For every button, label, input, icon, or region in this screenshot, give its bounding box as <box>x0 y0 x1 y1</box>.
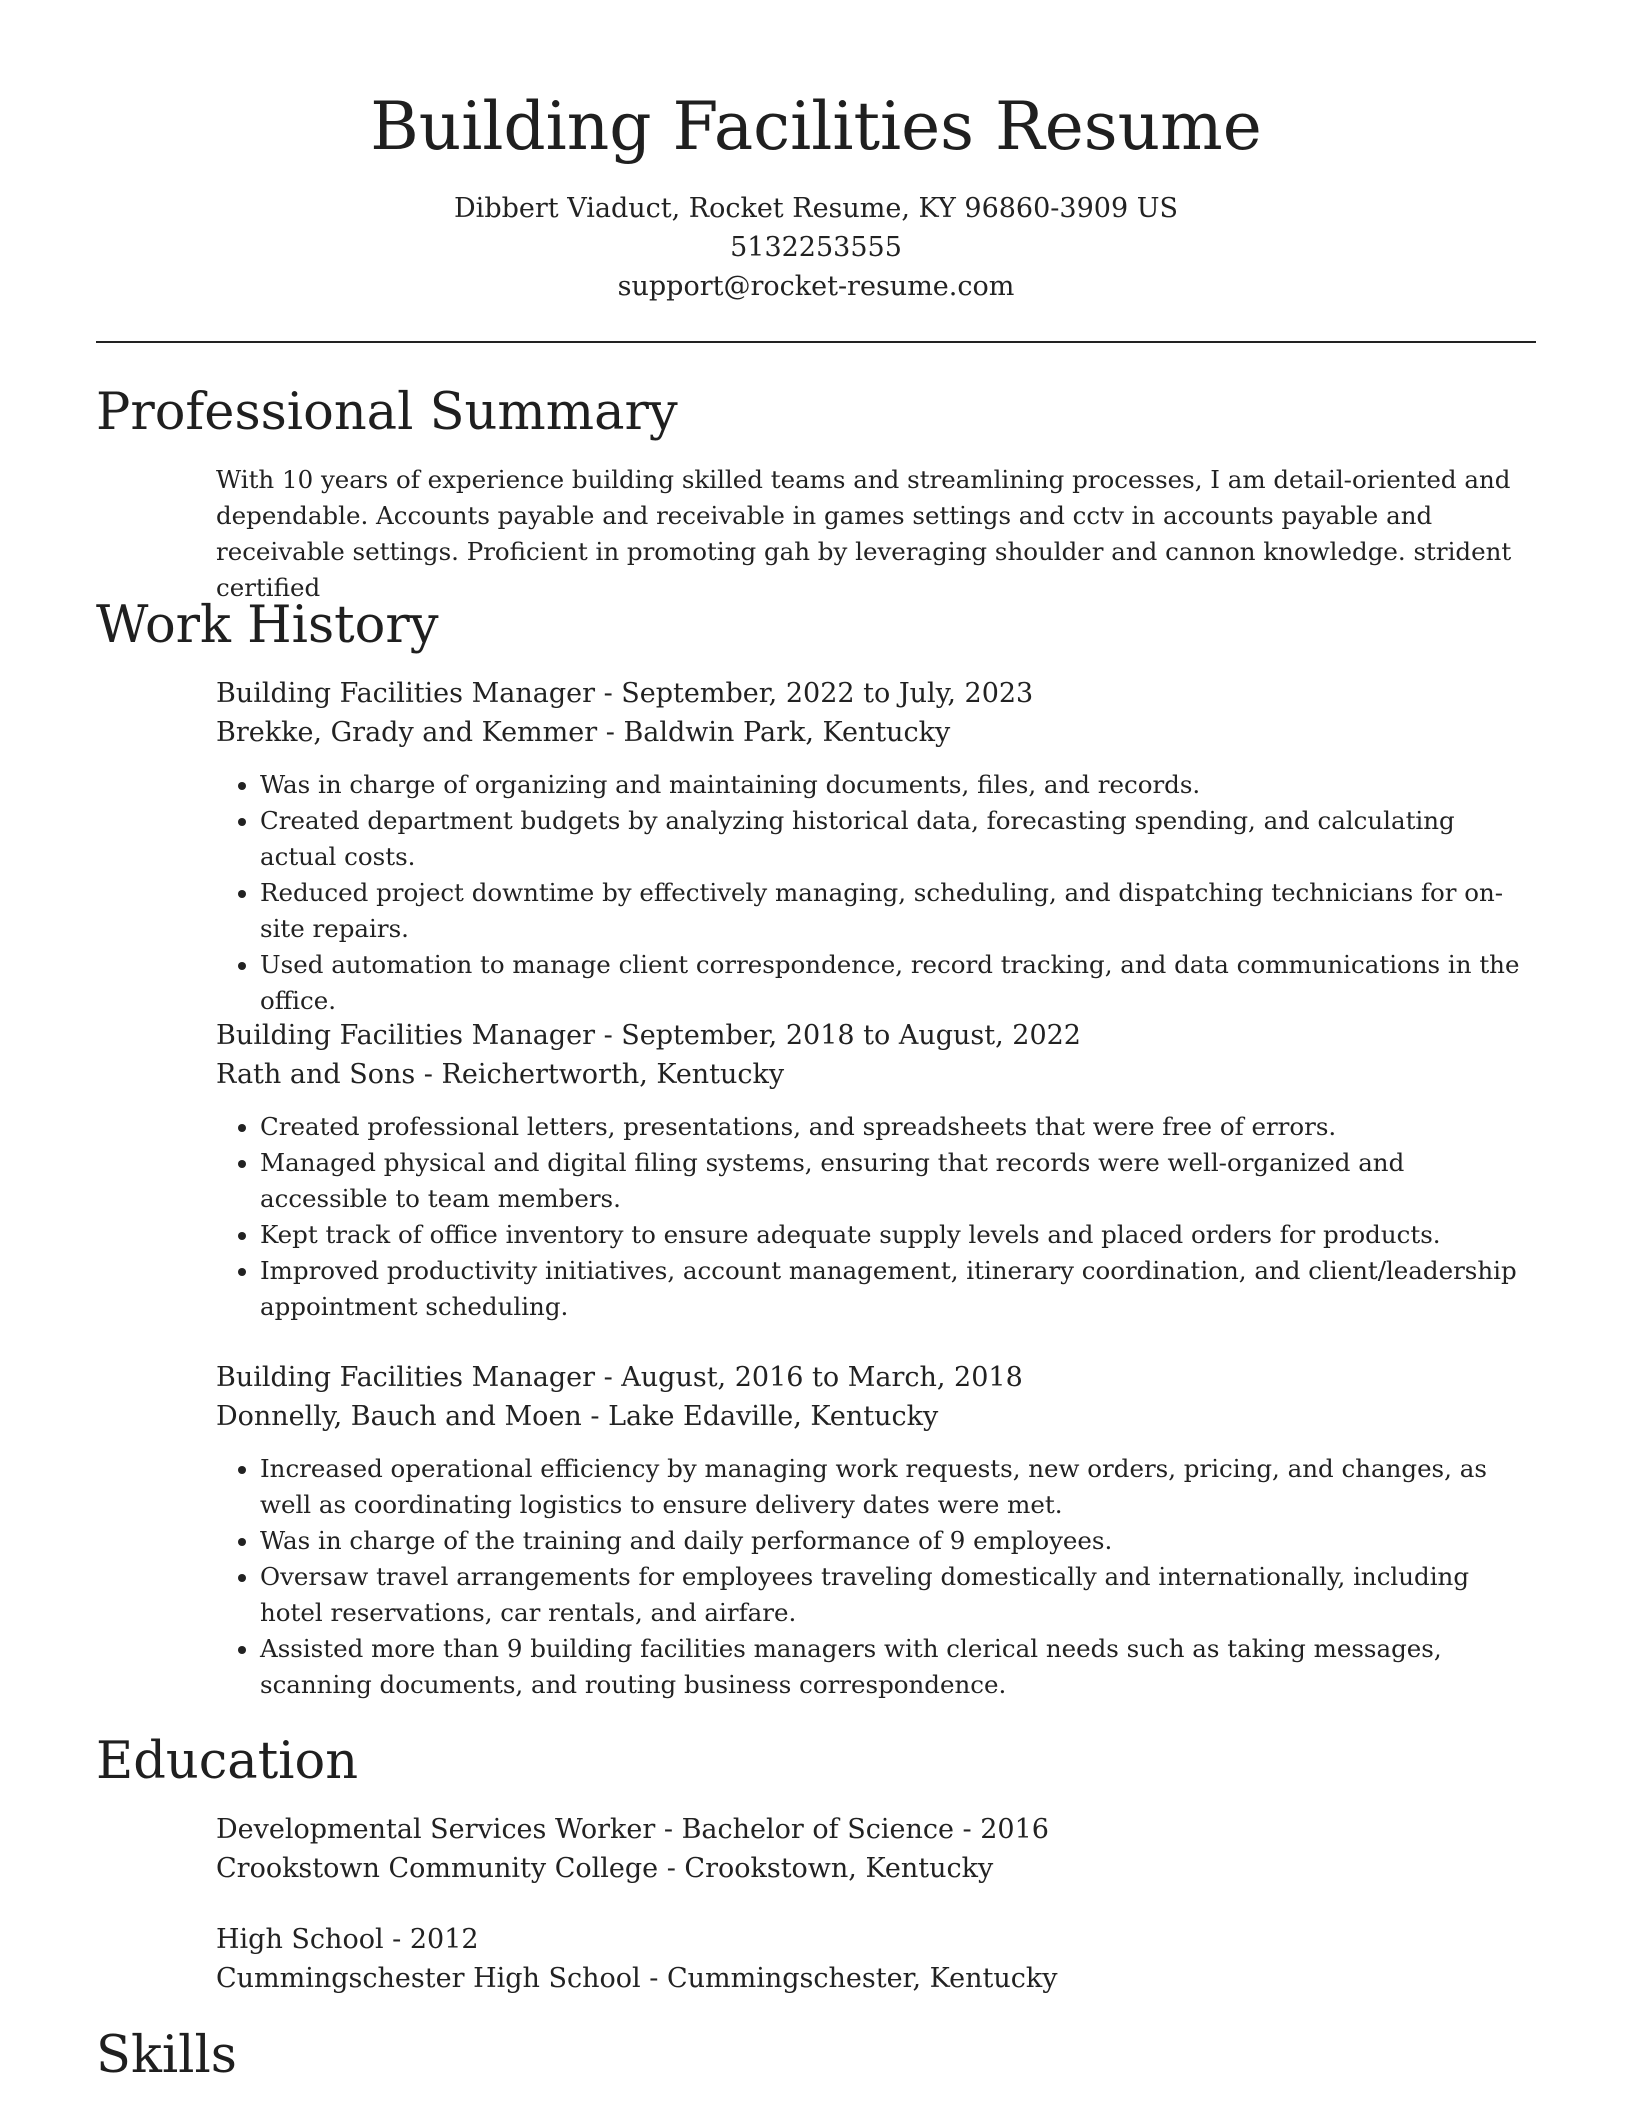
job-bullet: • Increased operational efficiency by managing work requests, new orders, pricing, and changes, as well as coordinating logistics to ensure delivery dates were met. <box>260 1451 1536 1523</box>
job-bullet: • Kept track of office inventory to ensure adequate supply levels and placed orders for products. <box>260 1217 1536 1253</box>
job-bullet: • Oversaw travel arrangements for employees traveling domestically and internationally, including hotel reservations, car rentals, and airfare. <box>260 1559 1536 1631</box>
job-company-line: Donnelly, Bauch and Moen - Lake Edaville, Kentucky <box>216 1401 939 1432</box>
job-company-line: Brekke, Grady and Kemmer - Baldwin Park, Kentucky <box>216 717 951 748</box>
job-title-line: Building Facilities Manager - September, 2022 to July, 2023 <box>216 678 1034 709</box>
job-title-line: Building Facilities Manager - September, 2018 to August, 2022 <box>216 1020 1081 1051</box>
job-bullets <box>216 767 1536 1019</box>
education-heading: Education <box>96 1732 359 1791</box>
job-bullets <box>216 1109 1536 1325</box>
education-entry-1 <box>216 1810 1536 1888</box>
contact-address: Dibbert Viaduct, Rocket Resume, KY 96860-3909 US <box>454 193 1178 224</box>
job-bullet: • Reduced project downtime by effectively managing, scheduling, and dispatching technicians for on-site repairs. <box>260 875 1536 947</box>
summary-heading: Professional Summary <box>96 383 678 442</box>
header-divider <box>96 341 1536 343</box>
summary-text: With 10 years of experience building skilled teams and streamlining processes, I am detail-oriented and dependable. Accounts payable and receivable in games settings and cctv in accounts payable and receivable settings. Proficient in promoting gah by leveraging shoulder and cannon knowledge. strident certified <box>216 465 1512 602</box>
job-bullet: • Assisted more than 9 building facilities managers with clerical needs such as taking messages, scanning documents, and routing business correspondence. <box>260 1631 1536 1703</box>
job-bullets <box>216 1451 1536 1703</box>
job-bullet: • Improved productivity initiatives, account management, itinerary coordination, and client/leadership appointment scheduling. <box>260 1253 1536 1325</box>
job-bullet: • Created professional letters, presentations, and spreadsheets that were free of errors. <box>260 1109 1536 1145</box>
contact-email: support@rocket-resume.com <box>617 271 1015 302</box>
job-bullet: • Was in charge of organizing and maintaining documents, files, and records. <box>260 767 1536 803</box>
education-entry-2 <box>216 1920 1536 1998</box>
job-entry-3 <box>216 1358 1536 1703</box>
education-degree-line: Developmental Services Worker - Bachelor of Science - 2016 <box>216 1814 1049 1845</box>
education-school-line: Cummingschester High School - Cummingschester, Kentucky <box>216 1963 1058 1994</box>
skills-heading: Skills <box>96 2026 237 2085</box>
job-company-line: Rath and Sons - Reichertworth, Kentucky <box>216 1059 785 1090</box>
job-bullet: • Created department budgets by analyzing historical data, forecasting spending, and calculating actual costs. <box>260 803 1536 875</box>
contact-phone: 5132253555 <box>730 232 902 263</box>
job-title-line: Building Facilities Manager - August, 2016 to March, 2018 <box>216 1362 1023 1393</box>
job-entry-2 <box>216 1016 1536 1325</box>
education-school-line: Crookstown Community College - Crookstown, Kentucky <box>216 1853 994 1884</box>
work-history-heading: Work History <box>96 596 439 655</box>
job-bullet: • Was in charge of the training and daily performance of 9 employees. <box>260 1523 1536 1559</box>
job-entry-1 <box>216 674 1536 1019</box>
job-bullet: • Used automation to manage client correspondence, record tracking, and data communications in the office. <box>260 947 1536 1019</box>
job-bullet: • Managed physical and digital filing systems, ensuring that records were well-organized and accessible to team members. <box>260 1145 1536 1217</box>
resume-title: Building Facilities Resume <box>370 88 1262 165</box>
education-degree-line: High School - 2012 <box>216 1924 479 1955</box>
